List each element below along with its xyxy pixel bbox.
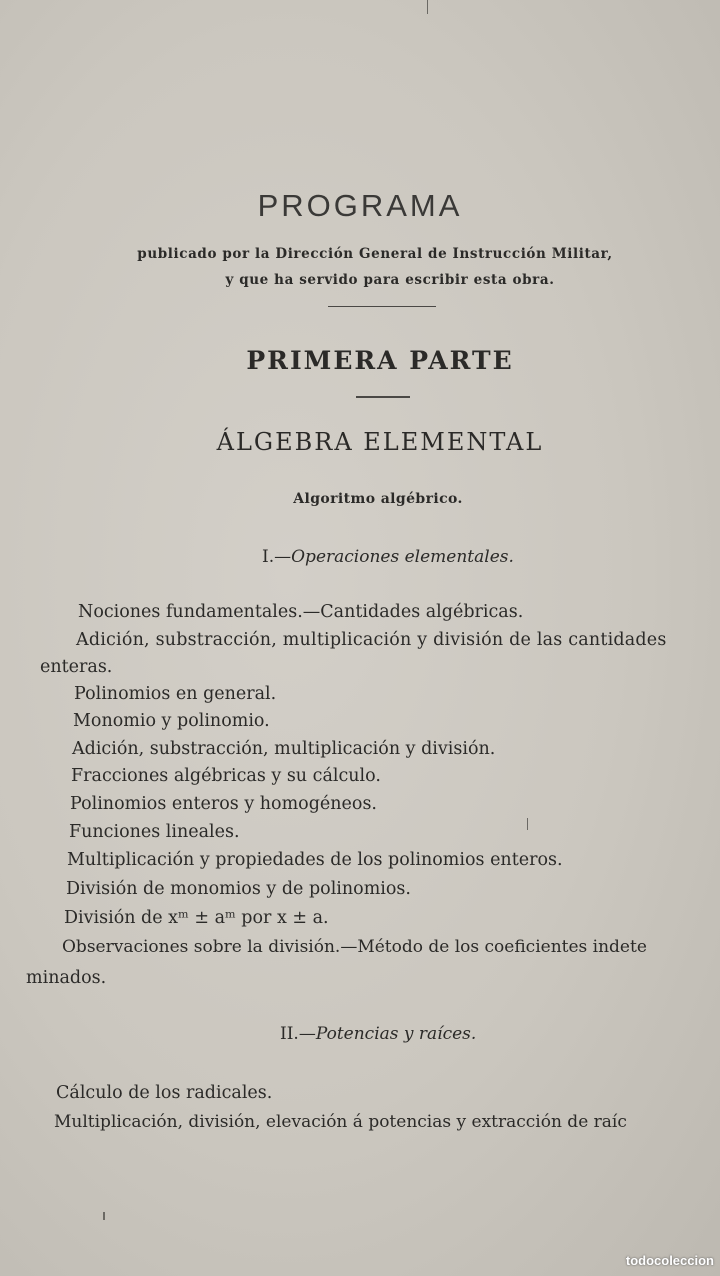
chapter-number: I.—: [262, 547, 292, 567]
part-heading: PRIMERA PARTE: [246, 346, 514, 375]
chapter-number: II.—: [280, 1024, 316, 1044]
list-item: Cálculo de los radicales.: [56, 1083, 273, 1103]
divider-rule-short: [356, 396, 410, 398]
watermark-logo: todocoleccion: [625, 1253, 714, 1268]
list-item: Multiplicación, división, elevación á potencias y extracción de raíc: [54, 1112, 627, 1132]
subtitle-line-1: publicado por la Dirección General de Instrucción Militar,: [137, 246, 613, 262]
page-title: PROGRAMA: [257, 188, 463, 223]
list-item: enteras.: [40, 657, 113, 677]
chapter-title: Potencias y raíces.: [315, 1024, 477, 1044]
list-item: Fracciones algébricas y su cálculo.: [71, 766, 381, 786]
page-mark: [527, 818, 528, 830]
list-item: Multiplicación y propiedades de los polinomios enteros.: [67, 850, 563, 870]
list-item: Adición, substracción, multiplicación y división de las cantidades: [76, 630, 667, 650]
list-item: Polinomios en general.: [74, 684, 277, 704]
list-item: Funciones lineales.: [69, 822, 240, 842]
list-item: Polinomios enteros y homogéneos.: [70, 794, 377, 814]
page-mark: [103, 1212, 105, 1220]
subsection-heading: Algoritmo algébrico.: [293, 491, 463, 507]
subtitle-line-2: y que ha servido para escribir esta obra.: [225, 272, 555, 288]
list-item: Monomio y polinomio.: [73, 711, 270, 731]
page-mark: [427, 0, 428, 14]
section-heading: ÁLGEBRA ELEMENTAL: [216, 428, 544, 456]
chapter-heading: [262, 547, 514, 567]
chapter-title: Operaciones elementales.: [291, 547, 514, 567]
list-item: División de xᵐ ± aᵐ por x ± a.: [64, 908, 329, 928]
list-item: Adición, substracción, multiplicación y división.: [72, 739, 496, 759]
chapter-heading: [280, 1024, 476, 1044]
list-item: División de monomios y de polinomios.: [66, 879, 411, 899]
list-item: Observaciones sobre la división.—Método de los coeficientes indete: [62, 937, 647, 957]
divider-rule: [328, 306, 436, 307]
list-item: Nociones fundamentales.—Cantidades algébricas.: [78, 602, 524, 622]
list-item: minados.: [26, 968, 107, 988]
